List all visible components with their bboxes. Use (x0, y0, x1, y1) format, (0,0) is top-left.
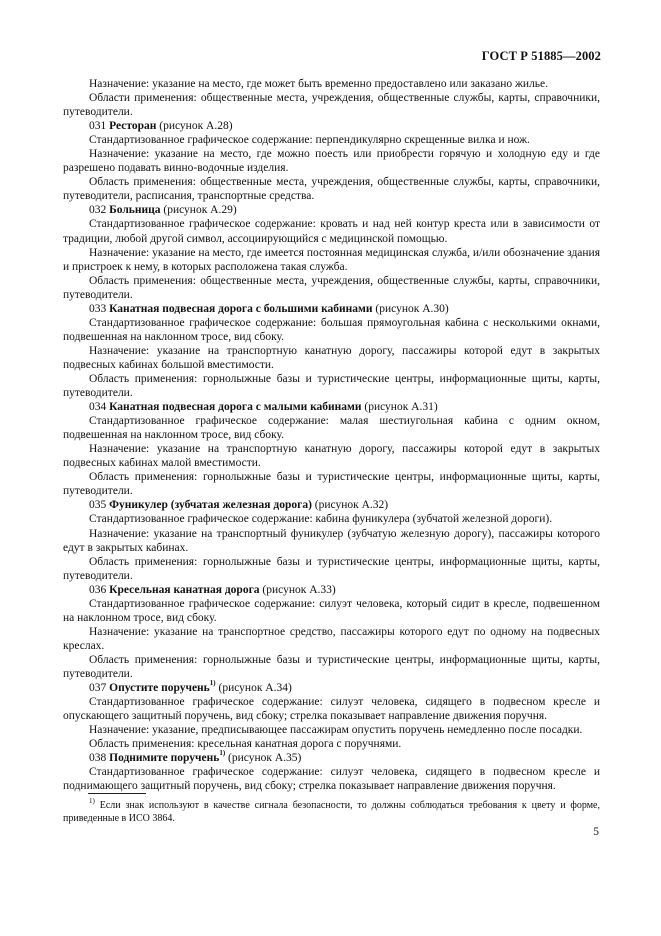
footnote-text: Если знак используют в качестве сигнала безопасности, то должны соблюдаться требования к цвету и форме, приведенные в ИСО 3864. (63, 800, 601, 824)
section-title: Фуникулер (зубчатая железная дорога) (109, 499, 312, 512)
section-number: 035 (89, 499, 107, 512)
figure-reference: (рисунок А.28) (159, 120, 233, 133)
body-paragraph: Назначение: указание на место, где имеется постоянная медицинская служба, и/или обозначение здания и пристроек к нему, в которых расположена такая служба. (63, 246, 600, 273)
section-title: Больница (109, 204, 161, 217)
body-paragraph: Область применения: общественные места, учреждения, общественные службы, карты, справочники, путеводители. (63, 274, 600, 301)
body-paragraph: Назначение: указание на транспортное средство, пассажиры которого едут по одному на подвесных креслах. (63, 625, 600, 652)
body-paragraph: Назначение: указание на транспортную канатную дорогу, пассажиры которой едут в закрытых подвесных кабинах большой вместимости. (63, 344, 600, 371)
figure-reference: (рисунок А.30) (375, 302, 449, 315)
figure-reference: (рисунок А.35) (228, 752, 302, 765)
body-paragraph: Области применения: общественные места, учреждения, общественные службы, карты, справочники, путеводители. (63, 92, 600, 119)
body-paragraph: Область применения: горнолыжные базы и туристические центры, информационные щиты, карты, путеводители. (63, 471, 600, 498)
section-number: 033 (89, 302, 107, 315)
figure-reference: (рисунок А.32) (314, 499, 389, 512)
body-paragraph: Область применения: общественные места, учреждения, общественные службы, карты, справочники, путеводители, расписания, транспортные средства. (63, 176, 600, 203)
body-paragraph: Стандартизованное графическое содержание: кабина фуникулера (зубчатой железной дороги). (89, 513, 553, 526)
section-title: Ресторан (109, 120, 157, 133)
section-heading (63, 681, 600, 695)
body-paragraph: Назначение: указание на транспортную канатную дорогу, пассажиры которой едут в закрытых подвесных кабинах малой вместимости. (63, 443, 600, 470)
section-title: Кресельная канатная дорога (109, 583, 260, 596)
body-paragraph: Стандартизованное графическое содержание: большая прямоугольная кабина с несколькими окнами, подвешенная на наклонном тросе, вид сбоку. (63, 316, 600, 343)
body-paragraph: Стандартизованное графическое содержание: силуэт человека, который сидит в кресле, подвешенном на наклонном тросе, вид сбоку. (63, 597, 600, 624)
section-number: 032 (89, 204, 107, 217)
section-title: Опустите поручень (109, 682, 210, 695)
footnote-mark: 1) (89, 796, 95, 805)
body-paragraph: Область применения: горнолыжные базы и туристические центры, информационные щиты, карты, путеводители. (63, 555, 600, 582)
document-body (63, 77, 600, 793)
section-number: 034 (89, 401, 107, 414)
section-heading (63, 400, 600, 414)
section-title: Канатная подвесная дорога с большими кабинами (109, 302, 373, 315)
body-paragraph: Стандартизованное графическое содержание: малая шестиугольная кабина с одним окном, подвешенная на наклонном тросе, вид сбоку. (63, 415, 600, 442)
figure-reference: (рисунок А.29) (163, 204, 237, 217)
page-number: 5 (593, 826, 599, 838)
footnote (63, 796, 601, 825)
body-paragraph: Область применения: горнолыжные базы и туристические центры, информационные щиты, карты, путеводители. (63, 372, 600, 400)
figure-reference: (рисунок А.33) (262, 583, 336, 596)
section-number: 031 (89, 120, 107, 133)
standard-header: ГОСТ Р 51885—2002 (481, 49, 601, 63)
body-paragraph: Область применения: горнолыжные базы и туристические центры, информационные щиты, карты, путеводители. (63, 653, 600, 680)
body-paragraph: Область применения: кресельная канатная дорога с поручнями. (89, 738, 402, 751)
body-paragraph: Назначение: указание на транспортный фуникулер (зубчатую железную дорогу), пассажиры которого едут в закрытых кабинах. (63, 527, 600, 554)
figure-reference: (рисунок А.34) (218, 682, 292, 695)
footnote-ref: 1) (219, 749, 226, 758)
section-number: 037 (89, 682, 107, 695)
body-paragraph: Стандартизованное графическое содержание: кровать и над ней контур креста или в зависимости от традиции, любой другой символ, ассоциирующийся с медицинской помощью. (63, 218, 600, 245)
body-paragraph: Назначение: указание на место, где можно поесть или приобрести горячую и холодную еду и где разрешено подавать винно-водочные изделия. (63, 148, 600, 175)
section-title: Канатная подвесная дорога с малыми кабинами (109, 401, 362, 414)
section-heading (63, 583, 600, 597)
section-number: 036 (89, 583, 107, 596)
section-title: Поднимите поручень (109, 752, 220, 765)
section-number: 038 (89, 752, 107, 765)
body-paragraph: Стандартизованное графическое содержание: силуэт человека, сидящего в подвесном кресле и поднимающего защитный поручень, вид сбоку; стрелка показывает направление движения поручня. (63, 766, 600, 793)
section-heading (63, 203, 600, 217)
body-paragraph: Назначение: указание, предписывающее пассажирам опустить поручень немедленно после посадки. (89, 724, 583, 737)
section-heading (63, 302, 600, 316)
footnote-ref: 1) (209, 679, 216, 688)
section-heading (63, 751, 600, 765)
footnote-divider (88, 793, 146, 794)
body-paragraph: Стандартизованное графическое содержание: силуэт человека, сидящего в подвесном кресле и опускающего защитный поручень, вид сбоку; стрелка показывает направление движения поручня. (63, 696, 600, 723)
figure-reference: (рисунок А.31) (364, 401, 438, 414)
section-heading (63, 119, 600, 133)
body-paragraph: Назначение: указание на место, где может быть временно предоставлено или заказано жилье. (89, 78, 549, 90)
body-paragraph: Стандартизованное графическое содержание: перпендикулярно скрещенные вилка и нож. (89, 134, 530, 147)
section-heading (63, 498, 600, 512)
